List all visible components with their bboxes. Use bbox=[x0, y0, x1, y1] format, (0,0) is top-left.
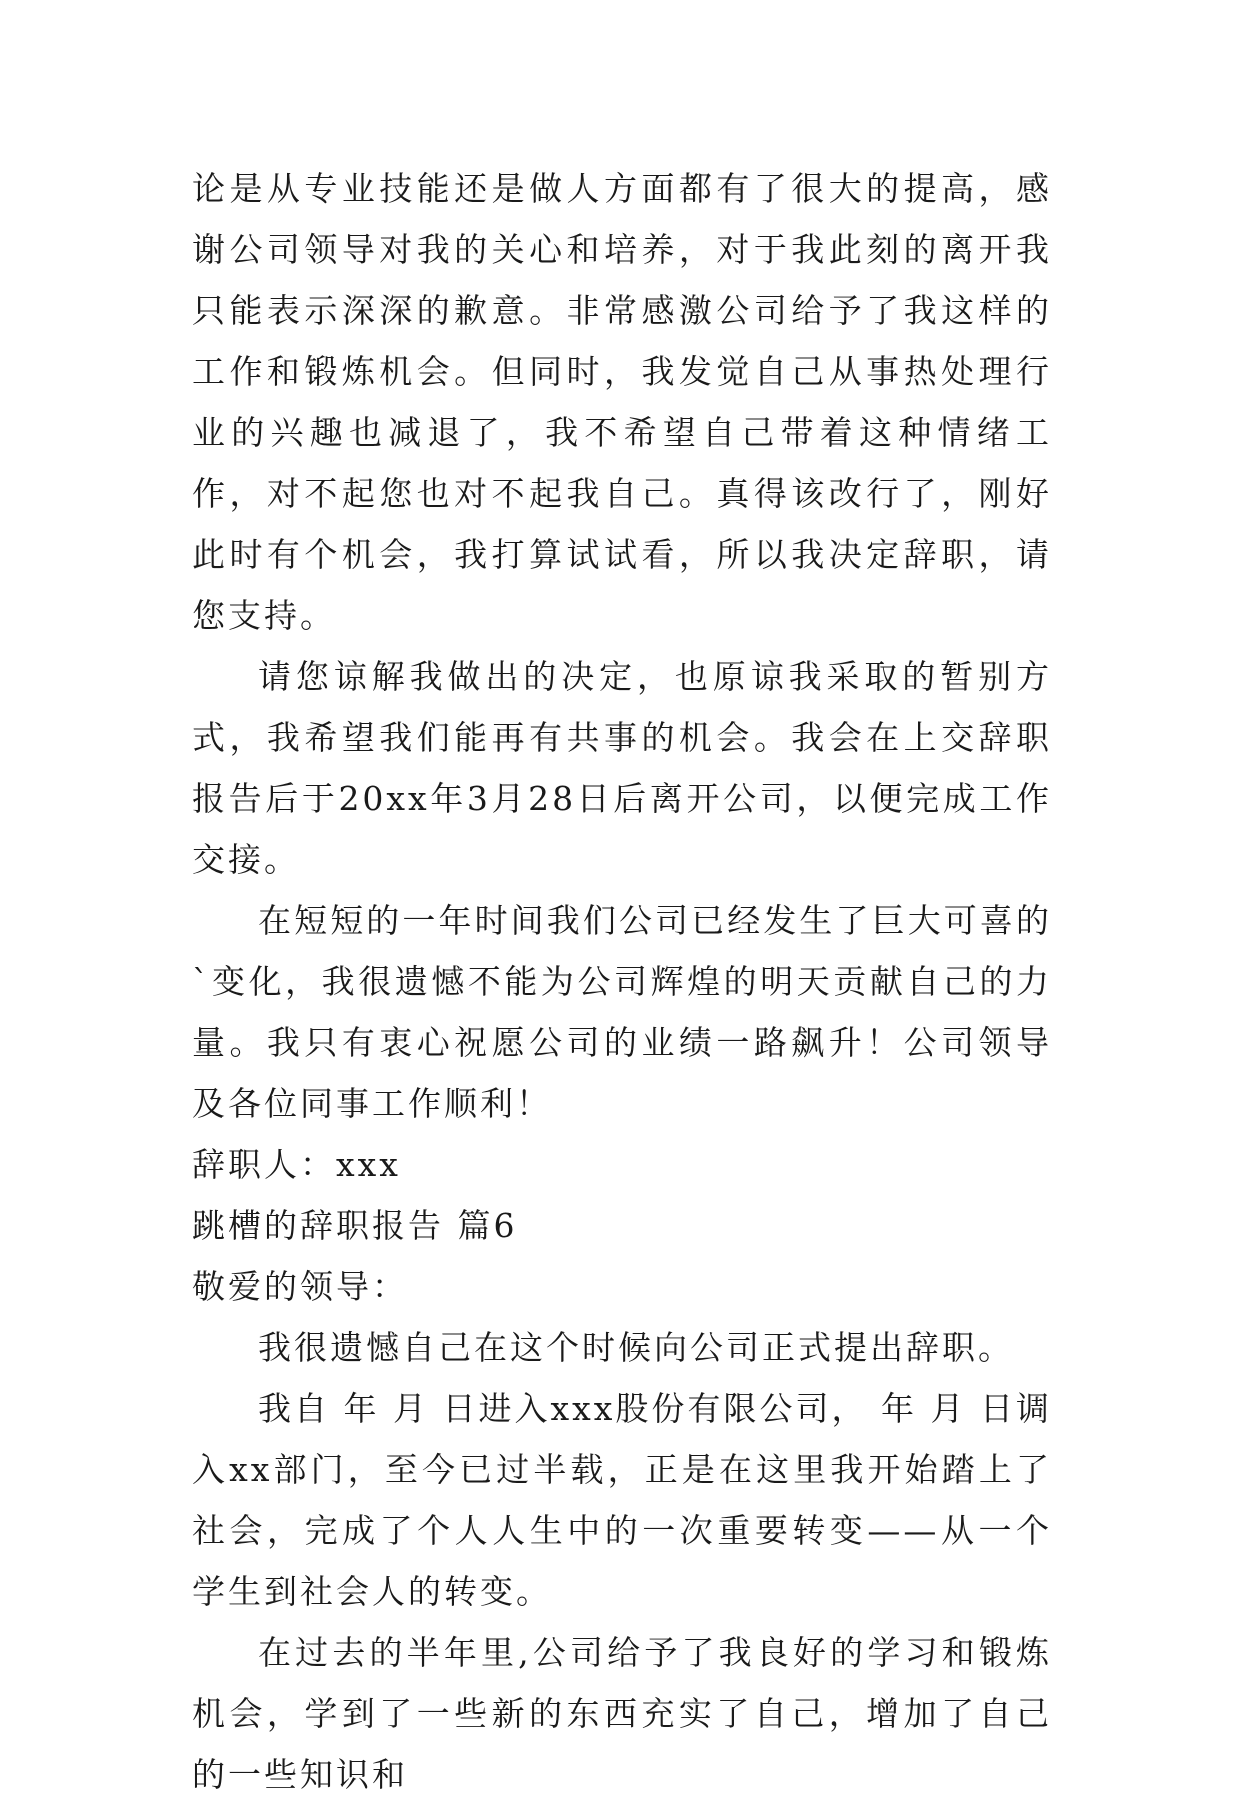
resigner-signature-line: 辞职人：xxx bbox=[192, 1145, 401, 1184]
document-page bbox=[192, 158, 1052, 1805]
paragraph-company-change: 在短短的一年时间我们公司已经发生了巨大可喜的`变化，我很遗憾不能为公司辉煌的明天贡献自己的力量。我只有衷心祝愿公司的业绩一路飙升！公司领导及各位同事工作顺利！ bbox=[192, 901, 1052, 1123]
section-heading: 跳槽的辞职报告 篇6 bbox=[192, 1206, 518, 1245]
paragraph-joining: 我自 年 月 日进入xxx股份有限公司， 年 月 日调入xx部门，至今已过半载，正是在这里我开始踏上了社会，完成了个人人生中的一次重要转变——从一个学生到社会人的转变。 bbox=[192, 1389, 1052, 1611]
salutation: 敬爱的领导： bbox=[192, 1267, 408, 1306]
paragraph-continuation: 论是从专业技能还是做人方面都有了很大的提高，感谢公司领导对我的关心和培养，对于我此刻的离开我只能表示深深的歉意。非常感激公司给予了我这样的工作和锻炼机会。但同时，我发觉自己从事热处理行业的兴趣也减退了，我不希望自己带着这种情绪工作，对不起您也对不起我自己。真得该改行了，刚好此时有个机会，我打算试试看，所以我决定辞职，请您支持。 bbox=[192, 169, 1052, 635]
paragraph-past-half-year: 在过去的半年里,公司给予了我良好的学习和锻炼机会，学到了一些新的东西充实了自己，增加了自己的一些知识和 bbox=[192, 1633, 1052, 1794]
paragraph-understanding: 请您谅解我做出的决定，也原谅我采取的暂别方式，我希望我们能再有共事的机会。我会在上交辞职报告后于20xx年3月28日后离开公司，以便完成工作交接。 bbox=[192, 657, 1052, 879]
paragraph-regret: 我很遗憾自己在这个时候向公司正式提出辞职。 bbox=[258, 1328, 1014, 1367]
